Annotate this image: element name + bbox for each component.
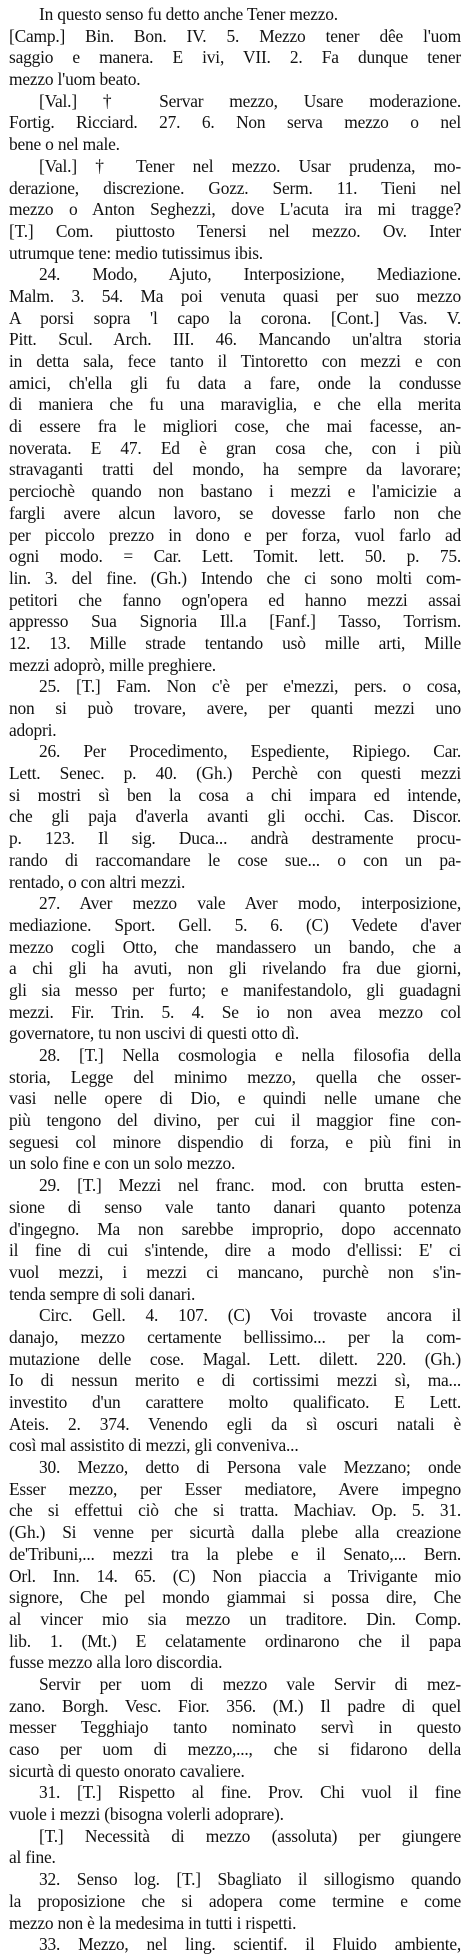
text-line: mezzi adoprò, mille preghiere. [9, 654, 216, 675]
text-line: Servir per uom di mezzo vale Servir di mez- [39, 1673, 461, 1694]
text-line: derazione, discrezione. Gozz. Serm. 11. Tieni nel [9, 177, 461, 198]
text-line: gli sia messo per furto; e manifestandolo, gli guadagni [9, 979, 461, 1000]
text-line: 33. Mezzo, nel ling. scientif. il Fluido ambiente, [39, 1934, 461, 1955]
text-line: storia, Legge del minimo mezzo, quella che osser- [9, 1066, 461, 1087]
text-line: mezzo non è la medesima in tutti i rispetti. [9, 1912, 297, 1933]
text-line: sicurtà di questo onorato cavaliere. [9, 1760, 245, 1781]
text-line: il fine di cui s'intende, dire a modo d'ellissi: E' ci [9, 1240, 461, 1261]
text-line: al vincer mio sia mezzo un traditore. Din. Comp. [9, 1608, 461, 1629]
text-line: p. 123. Il sig. Duca... andrà destramente procu- [9, 828, 461, 849]
text-line: [Val.] † Tener nel mezzo. Usar prudenza, mo- [39, 155, 461, 176]
text-line: la proposizione che si adopera come termine e come [9, 1890, 461, 1911]
text-line: di maniera che fu una maraviglia, e che ella merita [9, 394, 461, 415]
text-line: mutazione delle cose. Magal. Lett. dilett. 220. (Gh.) [9, 1348, 461, 1369]
text-line: investito d'un carattere molto qualificato. E Lett. [9, 1392, 461, 1412]
text-line: adopri. [9, 719, 57, 740]
text-line: A porsi sopra 'l capo la corona. [Cont.] Vas. V. [9, 307, 461, 328]
text-line: vuol mezzi, i mezzi ci mancano, purchè non s'in- [9, 1261, 461, 1282]
text-line: 26. Per Procedimento, Espediente, Ripiego. Car. [39, 741, 461, 762]
text-line: rentado, o con altri mezzi. [9, 871, 186, 892]
text-line: mezzo cogli Otto, che mandassero un bando, che a [9, 936, 461, 957]
text-line: seguesi col minore dispendio di forza, e più fini in [9, 1131, 461, 1152]
text-line: 29. [T.] Mezzi nel franc. mod. con brutta esten- [39, 1175, 461, 1196]
text-line: sione di senso vale tanto danari quanto potenza [9, 1196, 461, 1217]
text-line: 12. 13. Mille strade tentando usò mille arti, Mille [9, 632, 461, 653]
text-line: Malm. 3. 54. Ma poi venuta quasi per suo mezzo [9, 285, 461, 306]
text-line: Ateis. 2. 374. Venendo egli da sì oscuri natali è [9, 1413, 461, 1434]
text-line: mezzo l'uom beato. [9, 69, 141, 90]
text-line: un solo fine e con un solo mezzo. [9, 1153, 236, 1174]
text-line: petitori che fanno ogn'opera ed hanno mezzi assai [9, 589, 461, 610]
text-line: perciochè quando non bastano i mezzi e l'amicizie a [9, 481, 461, 502]
text-line: mezzo o Anton Seghezzi, dove L'acuta ira mi tragge? [9, 199, 461, 220]
text-line: appresso Sua Signoria Ill.a [Fanf.] Tasso, Torrism. [9, 611, 461, 632]
text-line: utrumque tene: medio tutissimus ibis. [9, 242, 263, 263]
text-line: al fine. [9, 1847, 56, 1868]
text-line: 31. [T.] Rispetto al fine. Prov. Chi vuol il fine [39, 1782, 461, 1803]
text-line: lin. 3. del fine. (Gh.) Intendo che ci sono molti com- [9, 567, 461, 588]
text-line: bene o nel male. [9, 134, 120, 155]
text-line: 32. Senso log. [T.] Sbagliato il sillogismo quando [39, 1869, 461, 1890]
text-line: Io di nessun merito e di cortissimi mezzi sì, ma... [9, 1370, 461, 1391]
text-line: in detta sala, fece tanto il Tintoretto con mezzi e con [9, 351, 461, 371]
text-line: signore, Che pel mondo giammai si possa dire, Che [9, 1587, 461, 1608]
text-line: In questo senso fu detto anche Tener mezzo. [39, 4, 338, 24]
text-line: 27. Aver mezzo vale Aver modo, interposizione, [39, 893, 461, 914]
text-line: di essere fra le migliori cose, che mai facesse, an- [9, 416, 461, 437]
text-line: così mal assistito di mezzi, gli conveniva... [9, 1435, 299, 1456]
text-line: amici, ch'ella gli fu data a fare, onde la condusse [9, 372, 461, 393]
text-line: Fortig. Ricciard. 27. 6. Non serva mezzo o nel [9, 112, 461, 133]
text-line: Circ. Gell. 4. 107. (C) Voi trovaste ancora il [39, 1305, 461, 1326]
text-line: più tengono del divino, per cui il maggior fine con- [9, 1110, 461, 1131]
text-line: de'Tribuni,... mezzi tra la plebe e il Senato,... Bern. [9, 1543, 461, 1564]
text-line: [Val.] † Servar mezzo, Usare moderazione. [39, 90, 461, 111]
text-line: d'ingegno. Ma non sarebbe improprio, dopo accennato [9, 1218, 461, 1239]
text-line: fargli avere alcun lavoro, se dovesse farlo non che [9, 502, 461, 523]
text-line: rando di raccomandare le cose sue... o con un pa- [9, 849, 461, 870]
text-line: Pitt. Scul. Arch. III. 46. Mancando un'altra storia [9, 329, 461, 350]
text-line: 24. Modo, Ajuto, Interposizione, Mediazione. [39, 264, 461, 285]
text-line: mediazione. Sport. Gell. 5. 6. (C) Vedete d'aver [9, 914, 461, 935]
text-line: ogni modo. = Car. Lett. Tomit. lett. 50. p. 75. [9, 546, 461, 567]
text-line: fusse mezzo alla loro discordia. [9, 1652, 223, 1673]
text-line: danajo, mezzo certamente bellissimo... per la com- [9, 1326, 461, 1347]
text-line: per piccolo prezzo in dono e per forza, vuol farlo ad [9, 524, 461, 545]
text-line: che si effettui ciò che si tratta. Machiav. Op. 5. 31. [9, 1500, 461, 1521]
text-line: si mostri sì ben la cosa a chi impara ed intende, [9, 784, 461, 805]
text-line: 28. [T.] Nella cosmologia e nella filosofia della [39, 1045, 461, 1065]
text-line: caso per uom di mezzo,..., che si fidarono della [9, 1739, 461, 1759]
text-line: mezzi. Fir. Trin. 5. 4. Se io non avea mezzo col [9, 1001, 461, 1022]
text-line: [Camp.] Bin. Bon. IV. 5. Mezzo tener dêe l'uom [9, 25, 461, 46]
text-line: [T.] Necessità di mezzo (assoluta) per giungere [39, 1825, 461, 1846]
text-line: 30. Mezzo, detto di Persona vale Mezzano; onde [39, 1457, 461, 1478]
text-line: 25. [T.] Fam. Non c'è per e'mezzi, pers. o cosa, [39, 676, 461, 697]
text-line: vuole i mezzi (bisogna volerli adoprare). [9, 1804, 284, 1825]
text-line: [T.] Com. piuttosto Tenersi nel mezzo. Ov. Inter [9, 220, 461, 241]
text-line: Orl. Inn. 14. 65. (C) Non piaccia a Trivigante mio [9, 1565, 461, 1586]
text-line: tenda sempre di soli danari. [9, 1283, 196, 1304]
text-line: governatore, tu non uscivi di questi otto dì. [9, 1023, 299, 1044]
text-line: vasi nelle opere di Dio, e quindi nelle umane che [9, 1088, 461, 1109]
text-line: che gli paja d'averla avanti gli occhi. Cas. Discor. [9, 806, 461, 827]
text-line: (Gh.) Si venne per sicurtà dalla plebe alla creazione [9, 1522, 461, 1543]
text-line: lib. 1. (Mt.) E celatamente ordinarono che il papa [9, 1630, 461, 1651]
text-line: Lett. Senec. p. 40. (Gh.) Perchè con questi mezzi [9, 763, 461, 784]
text-line: a chi gli ha avuti, non gli rivelando fra due giorni, [9, 958, 461, 979]
text-line: noverata. E 47. Ed è gran cosa che, con i più [9, 437, 461, 458]
text-line: non si può trovare, avere, per quanti mezzi uno [9, 698, 461, 718]
text-line: zano. Borgh. Vesc. Fior. 356. (M.) Il padre di quel [9, 1695, 461, 1716]
text-line: saggio e manera. E ivi, VII. 2. Fa dunque tener [9, 47, 461, 68]
text-line: Esser mezzo, per Esser mediatore, Avere impegno [9, 1478, 461, 1499]
text-line: stravaganti tratti del mondo, ha sempre da lavorare; [9, 459, 461, 480]
text-line: messer Tegghiajo tanto nominato servì in questo [9, 1717, 461, 1738]
